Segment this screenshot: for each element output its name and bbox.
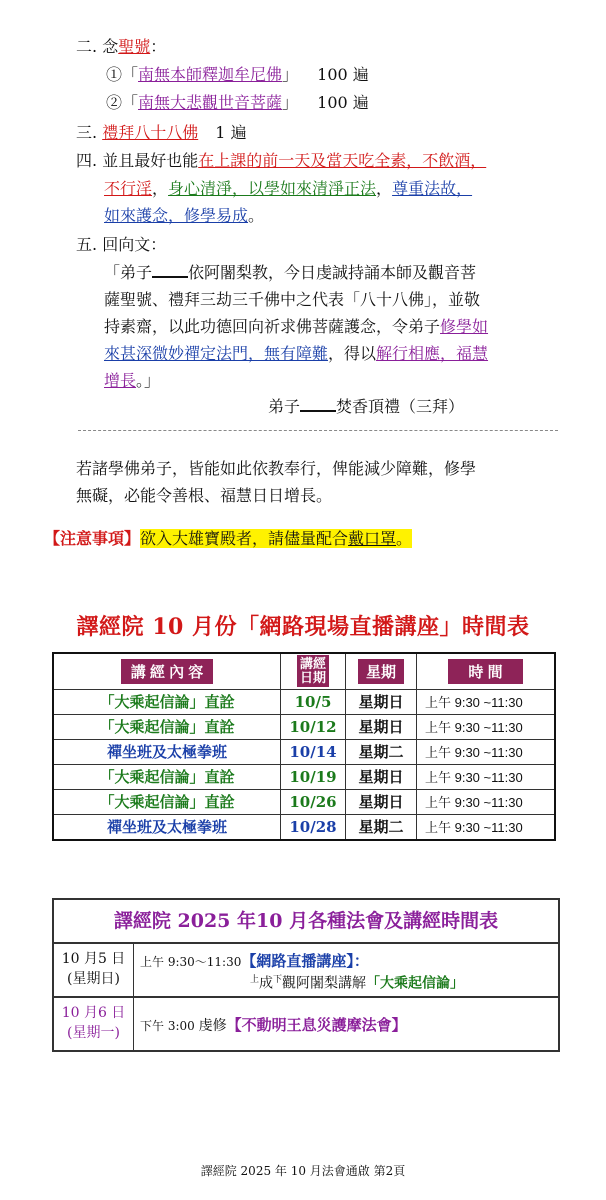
header-time: 時 間	[448, 659, 522, 684]
header-content: 講 經 內 容	[121, 659, 214, 684]
event-2-line: 下午 3:00 虔修【不動明王息災護摩法會】	[140, 1016, 407, 1034]
dedication-line-5: 增長。」	[104, 371, 161, 390]
dedication-line-3: 持素齋，以此功德回向祈求佛菩薩護念，令弟子修學如	[104, 317, 489, 336]
table-row: 禪坐班及太極拳班 10/14 星期二 上午 9:30 ~11:30	[53, 739, 555, 764]
table-row: 禪坐班及太極拳班 10/28 星期二 上午 9:30 ~11:30	[53, 814, 555, 840]
section-3-heading: 三. 禮拜八十八佛 1 遍	[76, 123, 247, 142]
notice-text: 欲入大雄寶殿者，請儘量配合戴口罩。	[140, 529, 413, 548]
dedication-line-2: 薩聖號、禮拜三劫三千佛中之代表「八十八佛」，並敬	[104, 290, 481, 309]
header-date: 講經 日期	[297, 655, 329, 687]
dashed-divider	[78, 430, 558, 431]
schedule-header-row	[53, 653, 555, 689]
name-blank	[152, 262, 188, 278]
events-box	[52, 898, 560, 1052]
signature-line: 弟子 焚香頂禮（三拜）	[268, 397, 465, 416]
signature-blank	[300, 396, 336, 412]
notice	[44, 526, 412, 549]
event-row-2	[54, 998, 558, 1050]
event-row-1	[54, 944, 558, 998]
chant-item-2: ②「南無大悲觀世音菩薩」 100 遍	[106, 93, 369, 112]
table-row: 「大乘起信論」直詮 10/26 星期日 上午 9:30 ~11:30	[53, 789, 555, 814]
dedication-line-4: 來甚深微妙禪定法門，無有障難，得以解行相應，福慧	[104, 344, 489, 363]
section-4-line-1: 四. 並且最好也能在上課的前一天及當天吃全素，不飲酒，	[76, 151, 487, 170]
section-4-line-3: 如來護念，修學易成。	[104, 206, 265, 225]
section-4-line-2: 不行淫，身心清淨，以學如來清淨正法，尊重法故，	[104, 179, 473, 198]
event-date-1: 10 月5 日 (星期日)	[54, 944, 134, 996]
events-title: 譯經院 2025 年10 月各種法會及講經時間表	[54, 900, 558, 944]
event-date-2: 10 月6 日 (星期一)	[54, 998, 134, 1050]
chant-item-1: ①「南無本師釋迦牟尼佛」 100 遍	[106, 65, 369, 84]
schedule-title: 譯經院 10 月份「網路現場直播講座」時間表	[76, 614, 530, 640]
schedule-table	[52, 652, 556, 841]
section-2-heading: 二. 念聖號：	[76, 37, 167, 56]
page-footer: 譯經院 2025 年 10 月法會通啟 第2頁	[200, 1164, 406, 1178]
dedication-line-1: 「弟子 依阿闍梨教，今日虔誠持誦本師及觀音菩	[104, 263, 477, 282]
closing-line-1: 若諸學佛弟子，皆能如此依教奉行，俾能減少障難，修學	[76, 459, 477, 478]
table-row: 「大乘起信論」直詮 10/19 星期日 上午 9:30 ~11:30	[53, 764, 555, 789]
notice-label: 【注意事項】	[44, 529, 141, 548]
table-row: 「大乘起信論」直詮 10/12 星期日 上午 9:30 ~11:30	[53, 714, 555, 739]
header-weekday: 星期	[358, 659, 404, 684]
event-1-line-2: $^上$成$^下$觀阿闍梨講解「大乘起信論」	[250, 975, 465, 992]
table-row: 「大乘起信論」直詮 10/5 星期日 上午 9:30 ~11:30	[53, 689, 555, 714]
event-1-line-1: 上午 9:30～11:30【網路直播講座】：	[140, 952, 369, 970]
closing-line-2: 無礙，必能令善根、福慧日日增長。	[76, 486, 333, 505]
holy-names-label: 聖號	[118, 37, 151, 56]
section-5-heading: 五. 回向文：	[76, 235, 167, 254]
